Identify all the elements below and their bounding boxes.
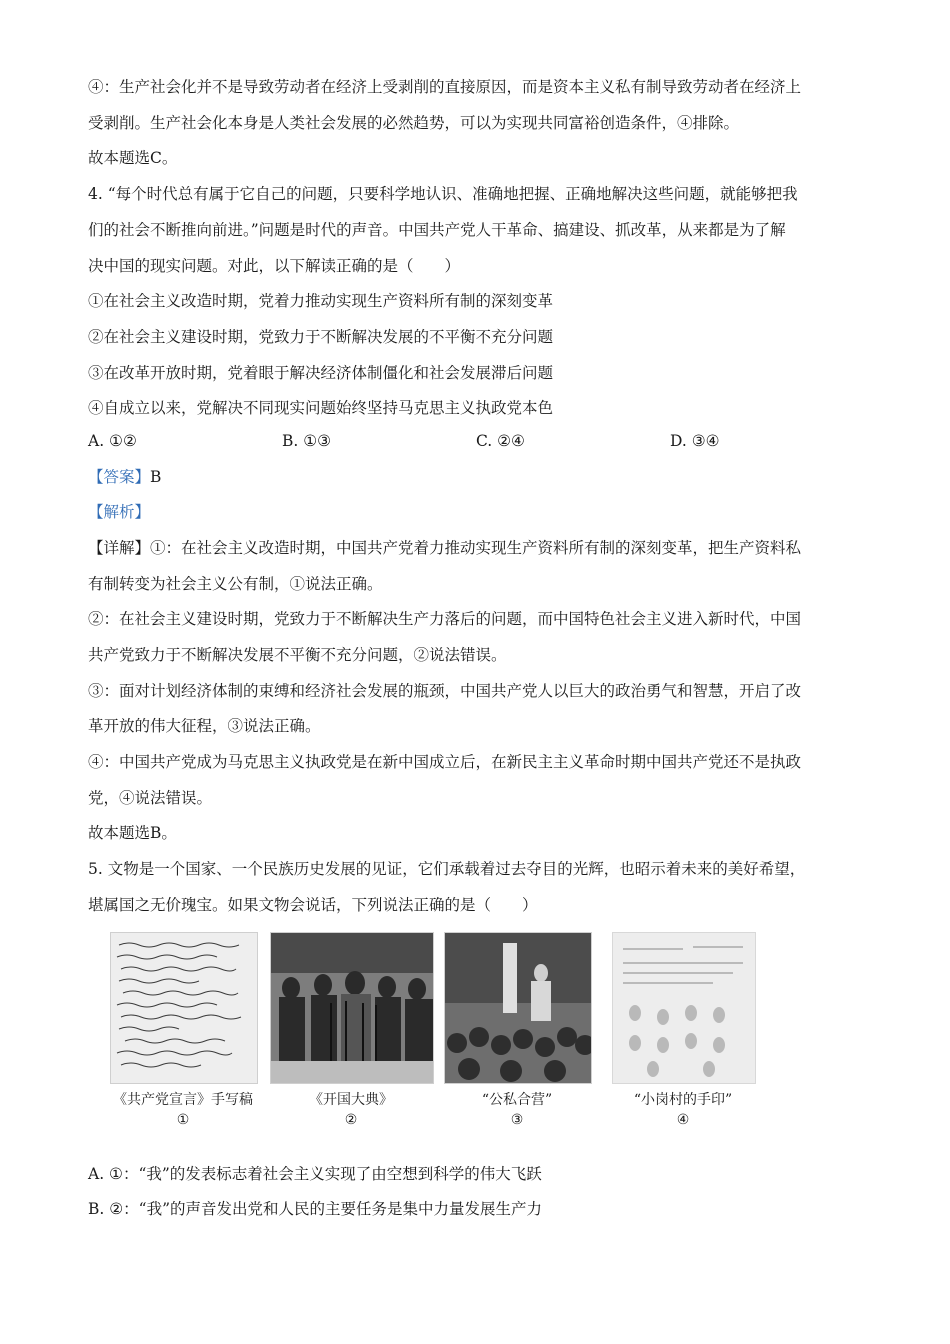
answer-tag: 【答案】 <box>88 468 151 486</box>
xiaogang-handprint-image <box>612 932 756 1084</box>
detail-line: ②：在社会主义建设时期，党致力于不断解决生产力落后的问题，而中国特色社会主义进入新时代，中国 <box>88 610 802 628</box>
answer-value: B <box>150 468 162 486</box>
statement-1: ①在社会主义改造时期，党着力推动实现生产资料所有制的深刻变革 <box>88 292 554 310</box>
text-line: 受剥削。生产社会化本身是人类社会发展的必然趋势，可以为实现共同富裕创造条件，④排除。 <box>88 114 740 132</box>
detail-line: 【详解】①：在社会主义改造时期，中国共产党着力推动实现生产资料所有制的深刻变革，把生产资料私 <box>88 539 802 557</box>
question-4-stem: 们的社会不断推向前进。”问题是时代的声音。中国共产党人干革命、搞建设、抓改革，从来都是为了解 <box>88 221 786 239</box>
statement-3: ③在改革开放时期，党着眼于解决经济体制僵化和社会发展滞后问题 <box>88 364 554 382</box>
option-a: A. ①② <box>88 432 137 450</box>
statement-4: ④自成立以来，党解决不同现实问题始终坚持马克思主义执政党本色 <box>88 399 554 417</box>
detail-line: 共产党致力于不断解决发展不平衡不充分问题，②说法错误。 <box>88 646 507 664</box>
q5-option-a: A. ①：“我”的发表标志着社会主义实现了由空想到科学的伟大飞跃 <box>88 1165 542 1183</box>
figure-number: ① <box>176 1112 190 1128</box>
question-5-stem: 5. 文物是一个国家、一个民族历史发展的见证，它们承载着过去夺目的光辉，也昭示着未来的美好希望， <box>88 860 806 878</box>
option-c: C. ②④ <box>476 432 525 450</box>
q5-option-b: B. ②：“我”的声音发出党和人民的主要任务是集中力量发展生产力 <box>88 1200 542 1218</box>
statement-2: ②在社会主义建设时期，党致力于不断解决发展的不平衡不充分问题 <box>88 328 554 346</box>
figure-caption: 《共产党宣言》手写稿 <box>113 1092 253 1108</box>
founding-ceremony-image <box>270 932 434 1084</box>
question-5-stem: 堪属国之无价瑰宝。如果文物会说话，下列说法正确的是（ ） <box>88 896 538 914</box>
figure-caption: “小岗村的手印” <box>633 1092 733 1108</box>
option-b: B. ①③ <box>282 432 332 450</box>
detail-line: 党，④说法错误。 <box>88 789 213 807</box>
detail-line: 革开放的伟大征程，③说法正确。 <box>88 717 321 735</box>
detail-line: 有制转变为社会主义公有制，①说法正确。 <box>88 575 383 593</box>
text-line: 故本题选C。 <box>88 149 178 167</box>
manifesto-manuscript-image <box>110 932 258 1084</box>
question-4-stem: 4. “每个时代总有属于它自己的问题，只要科学地认识、准确地把握、正确地解决这些问题，就能够把我 <box>88 185 798 203</box>
analysis-tag: 【解析】 <box>88 503 151 521</box>
figure-number: ③ <box>510 1112 524 1128</box>
figure-number: ④ <box>676 1112 690 1128</box>
option-d: D. ③④ <box>670 432 720 450</box>
figure-caption: “公私合营” <box>481 1092 553 1108</box>
figure-number: ② <box>344 1112 358 1128</box>
question-4-stem: 决中国的现实问题。对此，以下解读正确的是（ ） <box>88 257 461 275</box>
detail-line: 故本题选B。 <box>88 824 177 842</box>
public-private-partnership-image <box>444 932 592 1084</box>
figure-caption: 《开国大典》 <box>309 1092 393 1108</box>
detail-line: ③：面对计划经济体制的束缚和经济社会发展的瓶颈，中国共产党人以巨大的政治勇气和智慧，开启了改 <box>88 682 802 700</box>
text-line: ④：生产社会化并不是导致劳动者在经济上受剥削的直接原因，而是资本主义私有制导致劳动者在经济上 <box>88 78 802 96</box>
answer-row <box>88 466 161 488</box>
detail-line: ④：中国共产党成为马克思主义执政党是在新中国成立后，在新民主主义革命时期中国共产党还不是执政 <box>88 753 802 771</box>
